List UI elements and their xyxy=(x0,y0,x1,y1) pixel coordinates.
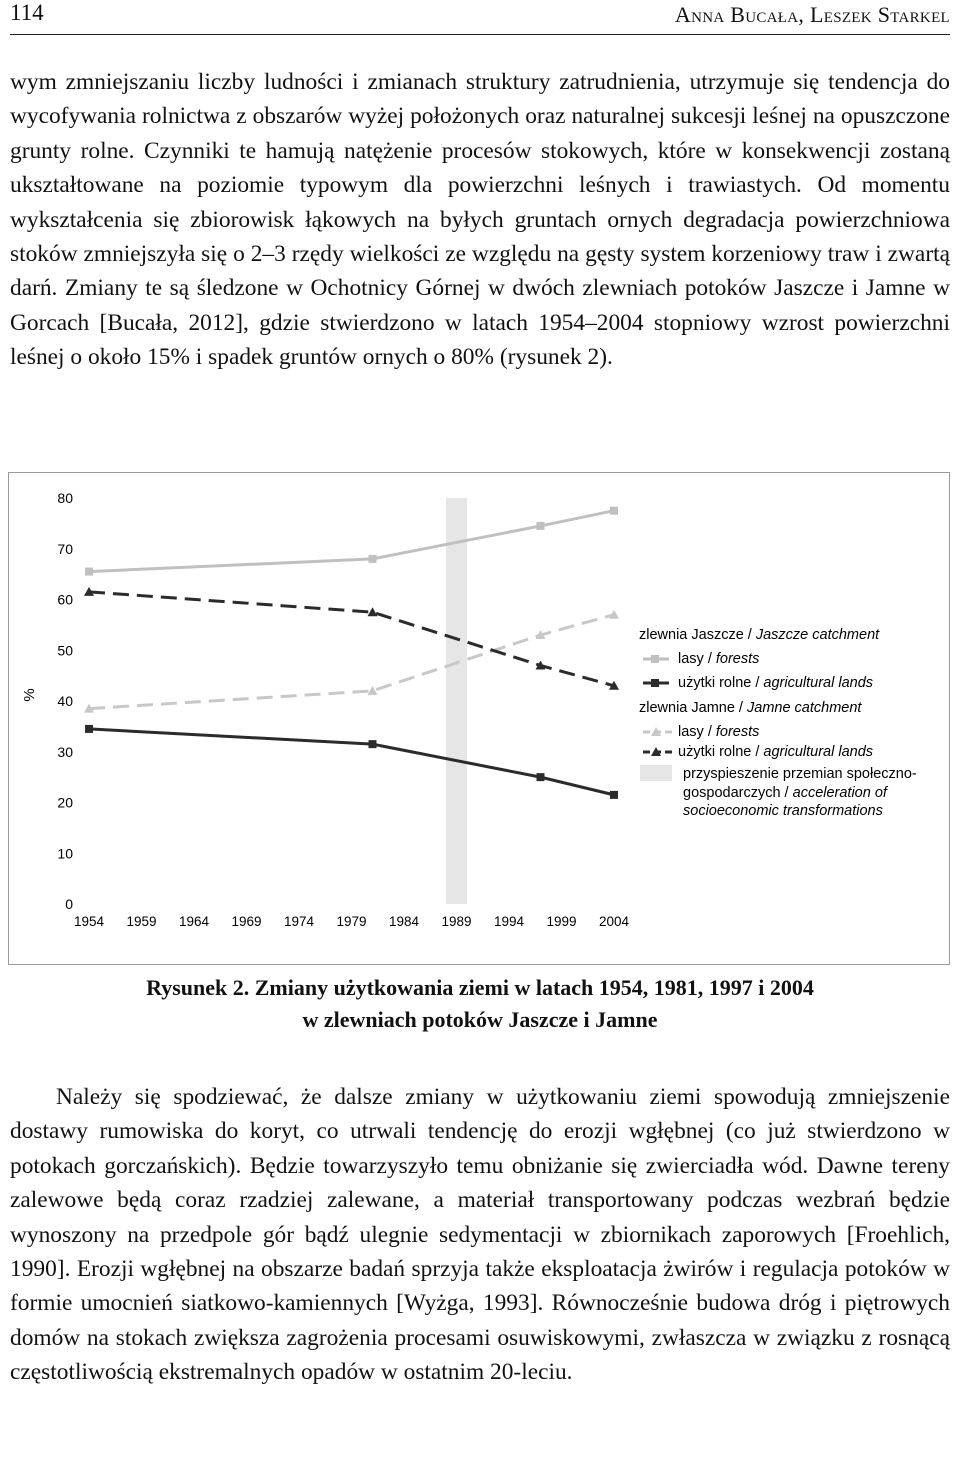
point-jamne_forests xyxy=(368,686,378,695)
legend-group1-title: zlewnia Jaszcze / Jaszcze catchment xyxy=(639,627,880,643)
x-tick-label: 1954 xyxy=(73,914,105,929)
legend-jamne-agri-label: użytki rolne / agricultural lands xyxy=(678,744,874,760)
point-jaszcze_forests xyxy=(85,568,93,576)
x-tick-label: 1984 xyxy=(388,914,420,929)
acceleration-band xyxy=(446,498,467,904)
legend-jaszcze-forests-marker xyxy=(651,655,659,663)
legend-band-line1: przyspieszenie przemian społeczno- xyxy=(683,766,917,782)
point-jaszcze_agri xyxy=(537,773,545,781)
point-jaszcze_agri xyxy=(85,725,93,733)
running-head: Anna Bucała, Leszek Starkel xyxy=(674,2,950,27)
x-tick-label: 1959 xyxy=(126,914,157,929)
page-number: 114 xyxy=(10,0,44,25)
legend-jaszcze-forests-label: lasy / forests xyxy=(678,651,760,667)
page-header xyxy=(10,0,950,35)
y-axis-title: % xyxy=(21,688,38,702)
point-jaszcze_forests xyxy=(537,522,545,530)
legend-band-line3: socioeconomic transformations xyxy=(683,803,883,819)
series-line-jaszcze_agri xyxy=(89,729,614,795)
x-tick-label: 1999 xyxy=(546,914,577,929)
point-jaszcze_forests xyxy=(369,555,377,563)
caption-line-2: w zlewniach potoków Jaszcze i Jamne xyxy=(302,1007,658,1032)
x-tick-label: 1969 xyxy=(231,914,262,929)
point-jamne_agri xyxy=(368,607,378,616)
series-line-jaszcze_forests xyxy=(89,511,614,572)
legend-jaszcze-agri-label: użytki rolne / agricultural lands xyxy=(678,675,874,691)
caption-line-1: Rysunek 2. Zmiany użytkowania ziemi w latach 1954, 1981, 1997 i 2004 xyxy=(146,975,814,1000)
y-tick-label: 20 xyxy=(57,794,73,811)
y-tick-label: 0 xyxy=(65,896,73,912)
x-tick-label: 2004 xyxy=(598,914,630,929)
y-tick-label: 70 xyxy=(57,540,73,557)
body-paragraph-1: wym zmniejszaniu liczby ludności i zmianach struktury zatrudnienia, utrzymuje się tendencja do wycofywania rolnictwa z obszarów wyżej położonych oraz naturalnej sukcesji leśnej na opuszczone grunty rolne. Czynniki te hamują natężenie procesów stokowych, które w konsekwencji zostaną ukształtowane na poziomie typowym dla powierzchni leśnych i trawiastych. Od momentu wykształcenia się zbiorowisk łąkowych na byłych gruntach ornych degradacja powierzchniowa stoków zmniejszyła się o 2–3 rzędy wielkości ze względu na gęsty system korzeniowy traw i zwartą darń. Zmiany te są śledzone w Ochotnicy Górnej w dwóch zlewniach potoków Jaszcze i Jamne w Gorcach [Bucała, 2012], gdzie stwierdzono w latach 1954–2004 stopniowy wzrost powierzchni leśnej o około 15% i spadek gruntów ornych o 80% (rysunek 2). xyxy=(10,69,950,371)
x-tick-label: 1974 xyxy=(283,914,315,929)
y-tick-label: 10 xyxy=(57,845,73,862)
body-paragraph-2: Należy się spodziewać, że dalsze zmiany w użytkowaniu ziemi spowodują zmniejszenie dostawy rumowiska do koryt, co utrwali tendencję do erozji wgłębnej (co już stwierdzono w potokach gorczańskich). Będzie towarzyszyło temu obniżanie się zwierciadła wód. Dawne tereny zalewowe będą coraz rzadziej zalewane, a materiał transportowany podczas wezbrań będzie wynoszony na przedpole gór bądź ulegnie sedymentacji w zbiornikach zaporowych [Froehlich, 1990]. Erozji wgłębnej na obszarze badań sprzyja także eksploatacja żwirów i regulacja potoków w formie umocnień siatkowo-kamiennych [Wyżga, 1993]. Równocześnie budowa dróg i piętrowych domów na stokach zwiększa zagrożenia procesami osuwiskowymi, zwłaszcza w związku z rosnącą częstotliwością ekstremalnych opadów w ostatnim 20-leciu. xyxy=(10,1084,950,1386)
point-jaszcze_forests xyxy=(610,507,618,515)
line-chart xyxy=(9,473,949,964)
x-tick-label: 1979 xyxy=(336,914,367,929)
series-line-jamne_agri xyxy=(89,592,614,686)
legend-band-swatch xyxy=(640,765,672,781)
legend-jamne-forests-label: lasy / forests xyxy=(678,724,760,740)
figure-caption xyxy=(0,972,960,1036)
y-tick-label: 60 xyxy=(57,591,73,608)
y-tick-label: 50 xyxy=(57,642,73,659)
y-tick-label: 40 xyxy=(57,693,73,709)
x-tick-label: 1994 xyxy=(493,914,525,929)
x-tick-label: 1989 xyxy=(441,914,472,929)
figure-land-use-chart xyxy=(8,472,950,965)
point-jaszcze_agri xyxy=(610,791,618,799)
chart-legend xyxy=(639,627,917,819)
y-tick-label: 80 xyxy=(57,490,73,506)
x-tick-label: 1964 xyxy=(178,914,210,929)
legend-jaszcze-agri-marker xyxy=(651,679,659,687)
legend-band-line2: gospodarczych / acceleration of xyxy=(683,785,887,801)
point-jaszcze_agri xyxy=(369,740,377,748)
y-tick-label: 30 xyxy=(57,743,73,760)
series-line-jamne_forests xyxy=(89,615,614,709)
legend-group2-title: zlewnia Jamne / Jamne catchment xyxy=(639,700,862,716)
